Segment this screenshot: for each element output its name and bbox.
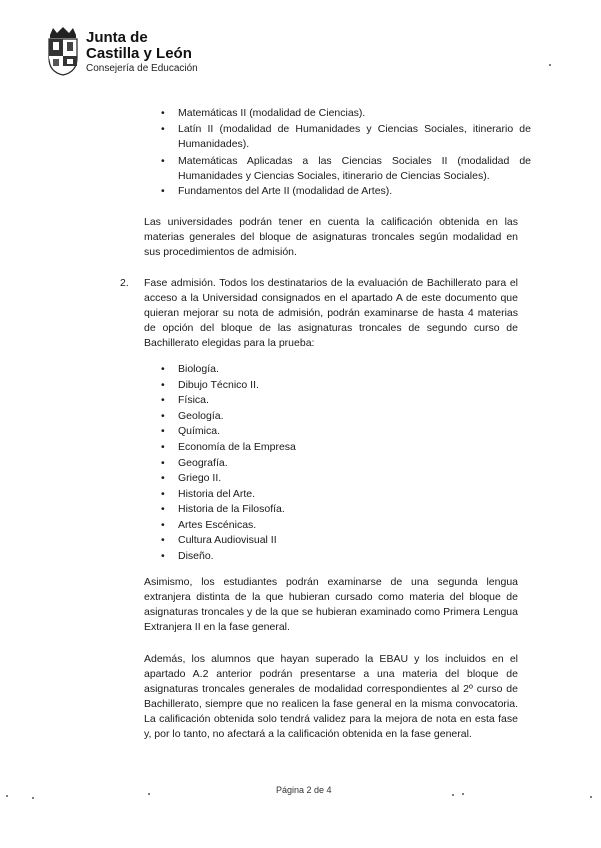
scan-speck: [452, 794, 454, 796]
scan-speck: [462, 793, 464, 795]
bullet-icon: •: [161, 534, 165, 546]
list-item-text: Fundamentos del Arte II (modalidad de Artes).: [178, 185, 393, 197]
bullet-icon: •: [161, 394, 165, 406]
scan-speck: [148, 793, 150, 795]
list-item: [161, 502, 285, 518]
bullet-icon: •: [161, 155, 165, 167]
subject-name: Historia del Arte.: [178, 488, 256, 500]
bullet-icon: •: [161, 107, 165, 119]
list-item: [161, 362, 219, 378]
list-item: [161, 409, 224, 425]
paragraph-second-language: Asimismo, los estudiantes podrán examinarse de una segunda lengua extranjera distinta de la que hubieran cursado como materia del bloque de asignaturas troncales y de la que se hubieran examinado como Primera Lengua Extranjera II en la fase general.: [144, 576, 518, 633]
bullet-icon: •: [161, 519, 165, 531]
subject-name: Dibujo Técnico II.: [178, 379, 259, 391]
scan-speck: [590, 796, 592, 798]
subject-name: Geología.: [178, 410, 224, 422]
list-item: [161, 487, 255, 503]
org-name-line1: Junta de: [86, 29, 148, 46]
list-item: [161, 549, 214, 565]
bullet-icon: •: [161, 185, 165, 197]
paragraph-ebau-improvement: Además, los alumnos que hayan superado la EBAU y los incluidos en el apartado A.2 anterior podrán presentarse a una materia del bloque de asignaturas troncales generales de modalidad correspondientes al 2º curso de Bachillerato, siempre que no realicen la fase general en la misma convocatoria. La calificación obtenida solo tendrá validez para la mejora de nota en esta fase y, por lo tanto, no afectará a la calificación obtenida en la fase general.: [144, 653, 518, 740]
bullet-icon: •: [161, 425, 165, 437]
subject-name: Diseño.: [178, 550, 214, 562]
subject-name: Griego II.: [178, 472, 222, 484]
list-item: [161, 456, 228, 472]
bullet-icon: •: [161, 503, 165, 515]
list-item: [161, 378, 259, 394]
bullet-icon: •: [161, 472, 165, 484]
bullet-icon: •: [161, 379, 165, 391]
section-number: 2.: [120, 277, 129, 289]
org-name-line2: Castilla y León: [86, 45, 192, 62]
bullet-icon: •: [161, 457, 165, 469]
list-item-text: Matemáticas Aplicadas a las Ciencias Sociales II (modalidad de Humanidades y Ciencias Sociales, itinerario de Ciencias Sociales).: [178, 155, 531, 182]
bullet-icon: •: [161, 363, 165, 375]
list-item-text: Matemáticas II (modalidad de Ciencias).: [178, 107, 366, 119]
subject-name: Biología.: [178, 363, 219, 375]
scan-speck: [32, 797, 34, 799]
paragraph-admission-phase: Fase admisión. Todos los destinatarios de la evaluación de Bachillerato para el acceso a la Universidad consignados en el apartado A de este documento que quieran mejorar su nota de admisión, podrán examinarse de hasta 4 materias de opción del bloque de las asignaturas troncales de segundo curso de Bachillerato elegidas para la prueba:: [144, 277, 518, 349]
list-item: [161, 533, 277, 549]
subject-name: Historia de la Filosofía.: [178, 503, 285, 515]
bullet-icon: •: [161, 550, 165, 562]
bullet-icon: •: [161, 488, 165, 500]
subject-name: Física.: [178, 394, 209, 406]
bullet-icon: •: [161, 441, 165, 453]
department-name: Consejería de Educación: [86, 63, 198, 74]
list-item: [161, 471, 221, 487]
list-item: [161, 424, 220, 440]
subject-name: Economía de la Empresa: [178, 441, 296, 453]
list-item: [161, 393, 209, 409]
list-item: [161, 518, 256, 534]
subject-name: Artes Escénicas.: [178, 519, 257, 531]
list-item: [161, 440, 296, 456]
subject-name: Geografía.: [178, 457, 228, 469]
subject-name: Cultura Audiovisual II: [178, 534, 277, 546]
bullet-icon: •: [161, 123, 165, 135]
page-number: Página 2 de 4: [276, 785, 332, 795]
bullet-icon: •: [161, 410, 165, 422]
paragraph-universities: Las universidades podrán tener en cuenta la calificación obtenida en las materias generales del bloque de asignaturas troncales según modalidad en sus procedimientos de admisión.: [144, 216, 518, 258]
scan-speck: [6, 795, 8, 797]
scan-speck: [549, 64, 551, 66]
subject-name: Química.: [178, 425, 221, 437]
list-item-text: Latín II (modalidad de Humanidades y Ciencias Sociales, itinerario de Humanidades).: [178, 123, 531, 150]
